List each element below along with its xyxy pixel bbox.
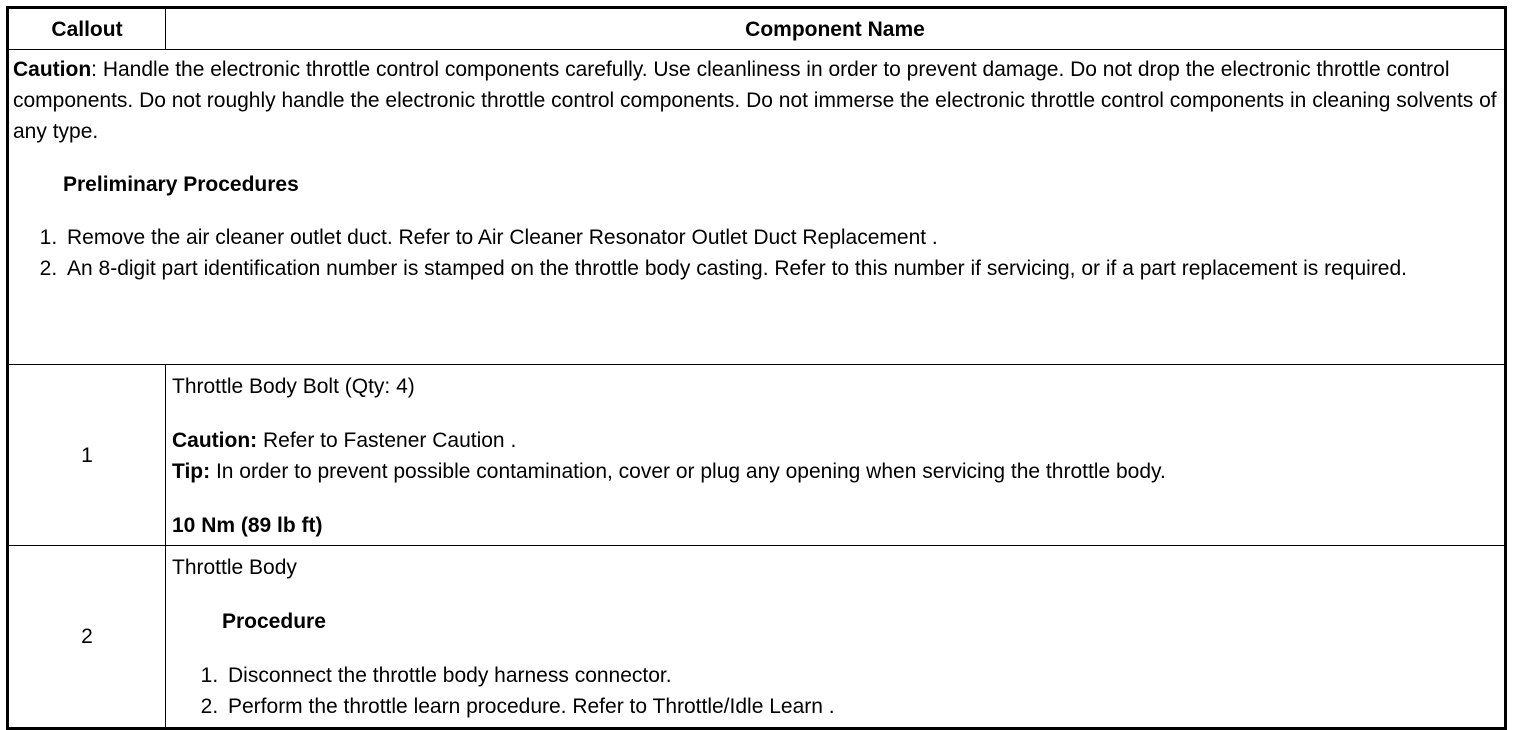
intro-row [8,50,1506,365]
component-name: Throttle Body Bolt (Qty: 4) [172,375,415,398]
preliminary-title: Preliminary Procedures [63,173,299,196]
intro-cell [8,50,1506,365]
intro-caution [13,54,1500,147]
caution-text: Refer to Fastener Caution . [257,429,517,452]
caution-label: Caution [13,58,92,81]
component-tip [172,456,1498,487]
table-row [8,546,1506,729]
procedure-steps [172,660,1498,722]
tip-label: Tip: [172,460,211,483]
component-name: Throttle Body [172,556,297,579]
component-name-header: Component Name [166,8,1506,50]
service-table [6,6,1507,730]
header-row [8,8,1506,50]
torque-spec: 10 Nm (89 lb ft) [172,514,323,537]
table-row [8,365,1506,546]
procedure-title: Procedure [222,610,326,633]
caution-text: : Handle the electronic throttle control components carefully. Use cleanliness in order to prevent damage. Do not drop the electronic throttle control components. Do not roughly handle the electronic throttle control components. Do not immerse the electronic throttle control components in cleaning solvents of any type. [13,58,1497,143]
list-item: 1. Remove the air cleaner outlet duct. Refer to Air Cleaner Resonator Outlet Duct Replacement . [63,222,1500,253]
preliminary-steps [13,222,1500,284]
component-caution [172,425,1498,456]
component-cell [166,546,1506,729]
list-item: 2. Perform the throttle learn procedure. Refer to Throttle/Idle Learn . [224,691,1498,722]
callout-header: Callout [8,8,166,50]
list-item: 2. An 8-digit part identification number is stamped on the throttle body casting. Refer to this number if servicing, or if a part replacement is required. [63,253,1500,284]
callout-number: 2 [8,546,166,729]
callout-number: 1 [8,365,166,546]
component-cell [166,365,1506,546]
list-item: 1. Disconnect the throttle body harness connector. [224,660,1498,691]
tip-text: In order to prevent possible contamination, cover or plug any opening when servicing the throttle body. [210,460,1166,483]
caution-label: Caution: [172,429,258,452]
